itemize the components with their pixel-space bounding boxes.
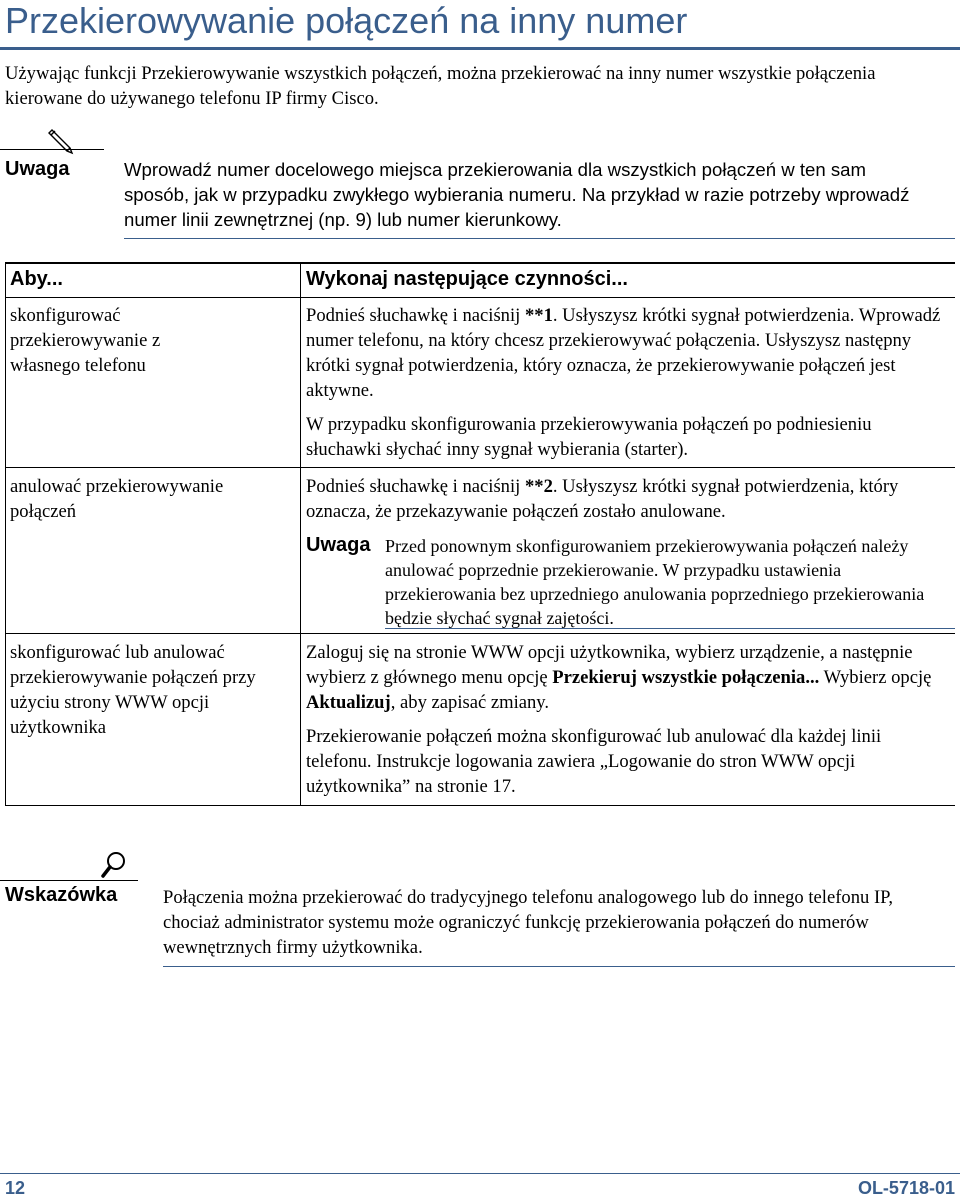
table-top-rule <box>5 262 955 264</box>
title-rule <box>0 47 960 50</box>
note-text: Wprowadź numer docelowego miejsca przekierowania dla wszystkich połączeń w ten sam sposób, jak w przypadku zwykłego wybierania numeru. Na przykład w razie potrzeby wprowadź numer linii zewnętrznej (np. 9) lub numer kierunkowy. <box>124 159 910 230</box>
row-2-step-pre: Podnieś słuchawkę i naciśnij <box>306 476 525 497</box>
inner-note-label: Uwaga <box>306 534 371 556</box>
note-bottom-rule <box>124 238 955 239</box>
inner-note-rule <box>385 628 955 629</box>
table-row-2-steps <box>306 474 946 524</box>
table-column-divider <box>300 262 301 806</box>
table-header-rule <box>5 297 955 298</box>
document-code: OL-5718-01 <box>857 1178 955 1198</box>
intro-paragraph: Używając funkcji Przekierowywanie wszystkich połączeń, można przekierować na inny numer wszystkie połączenia kierowane do używanego telefonu IP firmy Cisco. <box>5 63 876 109</box>
table-row-rule <box>5 467 955 468</box>
table-bottom-rule <box>5 805 955 806</box>
table-header-right: Wykonaj następujące czynności... <box>306 268 628 290</box>
inner-note-text: Przed ponownym skonfigurowaniem przekierowywania połączeń należy anulować poprzednie przekierowanie. W przypadku ustawienia przekierowania bez uprzedniego anulowania poprzedniego przekierowania będzie słychać sygnał zajętości. <box>385 536 925 628</box>
row-3-step-c: Wybierz opcję <box>819 667 932 688</box>
row-3-step-e: , aby zapisać zmiany. <box>390 692 550 713</box>
note-rule <box>0 149 104 150</box>
table-row-3-steps <box>306 640 951 715</box>
pencil-icon <box>46 126 76 156</box>
table-row-1-action: skonfigurować przekierowywanie z własnego telefonu <box>10 305 161 376</box>
tip-bottom-rule <box>163 966 955 967</box>
row-2-step-post: . Usłyszysz krótki sygnał potwierdzenia, który oznacza, że przekazywanie połączeń zostało anulowane. <box>306 476 899 522</box>
note-label: Uwaga <box>5 158 70 180</box>
footer-rule <box>0 1173 960 1174</box>
row-2-step-code: **2 <box>524 476 553 497</box>
table-row-3-detail: Przekierowanie połączeń można skonfigurować lub anulować dla każdej linii telefonu. Instrukcje logowania zawiera „Logowanie do stron WWW opcji użytkownika” na stronie 17. <box>306 726 882 797</box>
tip-rule <box>0 880 138 881</box>
page-number: 12 <box>5 1178 26 1198</box>
tip-text: Połączenia można przekierować do tradycyjnego telefonu analogowego lub do innego telefonu IP, chociaż administrator systemu może ograniczyć funkcję przekierowania połączeń do numerów wewnętrznych firmy użytkownika. <box>163 887 894 958</box>
tip-label: Wskazówka <box>5 884 118 906</box>
table-left-border <box>5 262 6 806</box>
page-title: Przekierowywanie połączeń na inny numer <box>5 0 688 41</box>
row-3-update-option: Aktualizuj <box>306 692 391 713</box>
row-1-step-pre: Podnieś słuchawkę i naciśnij <box>306 305 525 326</box>
table-row-2-action: anulować przekierowywanie połączeń <box>10 476 224 522</box>
row-1-step-post: . Usłyszysz krótki sygnał potwierdzenia. Wprowadź numer telefonu, na który chcesz przekierowywać połączenia. Usłyszysz następny krótki sygnał potwierdzenia, który oznacza, że przekierowywanie połączeń jest aktywne. <box>306 305 941 401</box>
magnifier-icon <box>100 850 128 880</box>
table-row-1-detail: W przypadku skonfigurowania przekierowywania połączeń po podniesieniu słuchawki słychać inny sygnał wybierania (starter). <box>306 414 872 460</box>
table-row-1-steps <box>306 303 946 403</box>
table-row-rule <box>5 633 955 634</box>
row-1-step-code: **1 <box>524 305 553 326</box>
table-header-left: Aby... <box>10 268 63 290</box>
row-3-step-a: Zaloguj się na stronie WWW opcji użytkownika, wybierz urządzenie, a następnie wybierz z głównego menu opcję <box>306 642 913 688</box>
table-row-3-action: skonfigurować lub anulować przekierowywanie połączeń przy użyciu strony WWW opcji użytkownika <box>10 642 256 738</box>
row-3-menu-option: Przekieruj wszystkie połączenia... <box>552 667 820 688</box>
